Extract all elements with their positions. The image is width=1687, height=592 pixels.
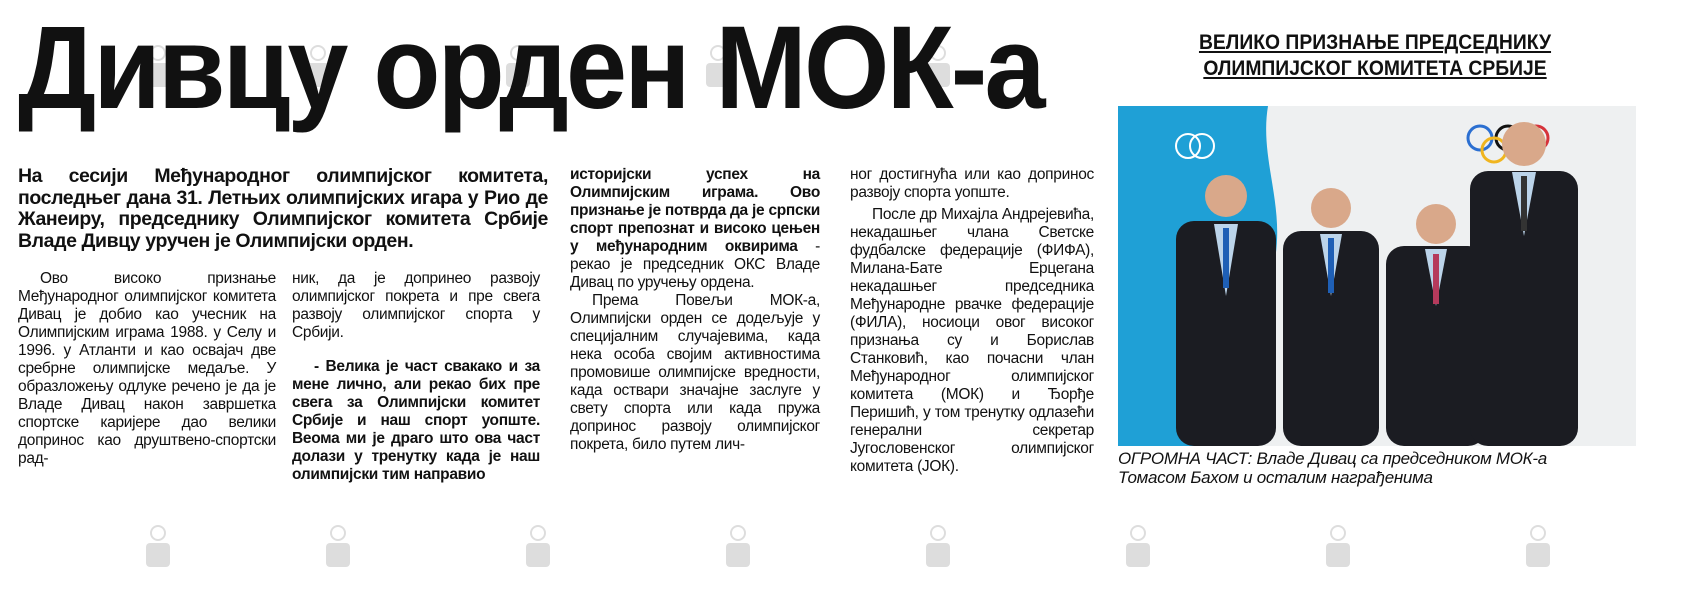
column-3-quote-attribution: - рекао је председник ОКС Владе Дивац по уручењу ордена. <box>570 238 820 291</box>
watermark-crest-icon <box>1120 525 1156 569</box>
article-photo <box>1118 106 1636 446</box>
column-4-paragraph-1: ног достигнућа или као допринос развоју спорта уопште. <box>850 166 1094 201</box>
article-column-3 <box>570 166 820 454</box>
article-column-1 <box>18 270 276 468</box>
article-headline: Дивцу орден МОК-а <box>18 2 1043 134</box>
column-4-paragraph-2: После др Михајла Андрејевића, некадашњег члана Светске фудбалске федерације (ФИФА), Милана-Бате Ерцегана некадашњег председника Међународне рвачке федерације (ФИЛА), носиоци овог високог признања су и Борислав Станковић, као почасни члан Међународног олимпијског комитета (МОК) и Ђорђе Перишић, у том тренутку одлазећи генерални секретар Југословенског олимпијског комитета (ЈОК). <box>850 206 1094 475</box>
column-3-paragraph-1 <box>570 166 820 292</box>
article-lead: На сесији Међународног олимпијског комитета, последњег дана 31. Летњих олимпијских игара у Рио де Жанеиру, председнику Олимпијског комитета Србије Владе Дивцу уручен је Олимпијски орден. <box>18 165 548 252</box>
watermark-crest-icon <box>920 525 956 569</box>
watermark-crest-icon <box>1520 525 1556 569</box>
caption-line-1: ОГРОМНА ЧАСТ: Владе Дивац са председником МОК-а <box>1118 449 1547 468</box>
watermark-crest-icon <box>320 525 356 569</box>
article-column-2 <box>292 270 540 484</box>
photo-caption <box>1118 449 1648 487</box>
kicker-line-1: ВЕЛИКО ПРИЗНАЊЕ ПРЕДСЕДНИКУ <box>1198 31 1552 54</box>
kicker-line-2: ОЛИМПИЈСКОГ КОМИТЕТА СРБИЈЕ <box>1203 57 1547 80</box>
column-1-paragraph: Ово високо признање Међународног олимпијског комитета Дивац је добио као учесник на Олимпијским играма 1988. у Селу и 1996. у Атланти и као освајач две сребрне олимпијске медаље. У образложењу одлуке речено је да је Владе Дивац након завршетка спортске каријере дао велики допринос као друштвено-спортски рад- <box>18 270 276 467</box>
column-2-quote: - Велика је част свакако и за мене лично, али рекао бих пре свега за Олимпијски комитет Србије и наш спорт уопште. Веома ми је драго што ова част долази у тренутку када је наш олимпијски тим направио <box>292 358 540 483</box>
column-2-paragraph-1: ник, да је допринео развоју олимпијског покрета и пре свега развоју олимпијског спорта у Србији. <box>292 270 540 341</box>
watermark-crest-icon <box>520 525 556 569</box>
column-3-quote-bold: историјски успех на Олимпијским играма. Ово признање је потврда да је српски спорт препознат и високо цењен у међународним оквирима <box>570 166 820 255</box>
column-3-paragraph-2: Према Повељи МОК-а, Олимпијски орден се додељује у специјалним случајевима, када нека особа својим активностима промовише олимпијске вредности, када оствари значајне заслуге у свету спорта или када пружа допринос развоју олимпијског покрета, било путем лич- <box>570 292 820 453</box>
caption-line-2: Томасом Бахом и осталим награђенима <box>1118 468 1433 487</box>
watermark-crest-icon <box>720 525 756 569</box>
watermark-crest-icon <box>140 525 176 569</box>
article-column-4 <box>850 166 1094 476</box>
watermark-crest-icon <box>1320 525 1356 569</box>
article-kicker <box>1168 30 1582 82</box>
